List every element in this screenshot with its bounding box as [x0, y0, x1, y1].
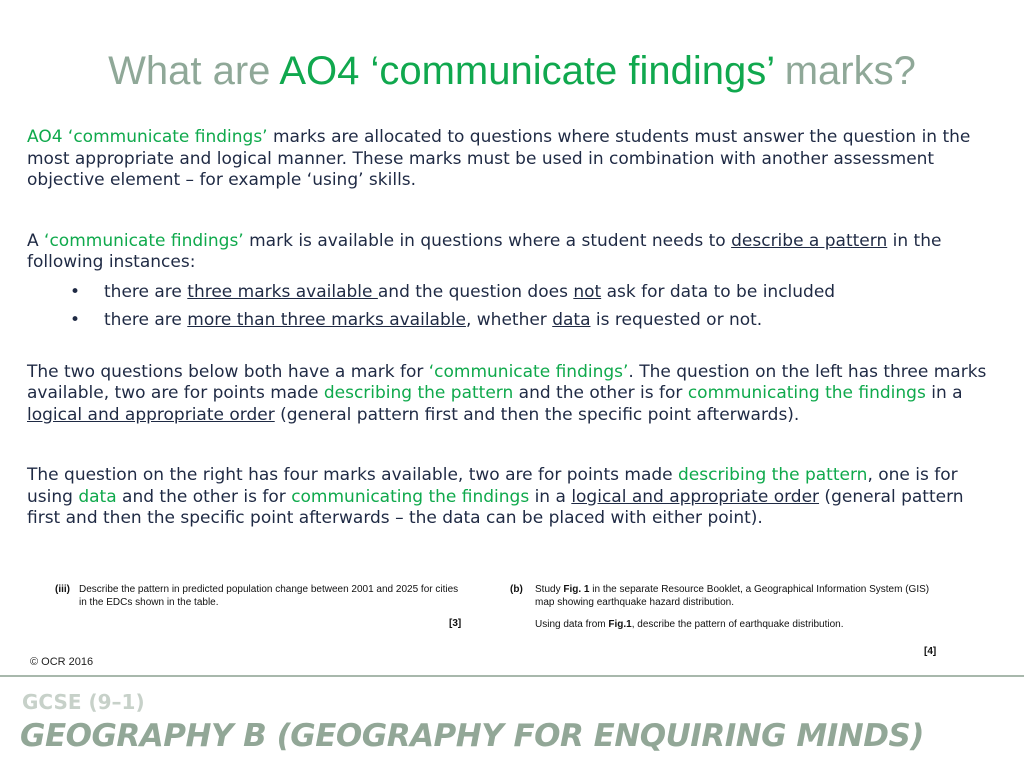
slide-body — [27, 127, 987, 530]
bullet2-underlined-2: data — [552, 310, 591, 330]
bullet2-text-b: , whether — [465, 310, 553, 330]
question-left-line-2: in the EDCs shown in the table. — [79, 597, 219, 608]
qr-line1-a: Study — [535, 584, 564, 595]
bullet1-underlined-2: not — [573, 281, 602, 302]
question-left-marks: [3] — [449, 618, 462, 629]
paragraph-availability — [27, 231, 987, 274]
p3-green-3: communicating the findings — [687, 383, 926, 403]
footer-divider — [0, 675, 1024, 677]
bullet-icon: • — [70, 281, 81, 302]
p4-green-1: describing the pattern — [678, 465, 868, 485]
bullet1-text-a: there are — [104, 281, 188, 302]
p4-text-c: and the other is for — [116, 486, 292, 507]
p3-underlined: logical and appropriate order — [27, 404, 275, 425]
instances-list — [27, 282, 987, 332]
p3-text-a: The two questions below both have a mark for — [27, 361, 429, 382]
title-highlight: AO4 ‘communicate findings’ — [279, 49, 774, 93]
paragraph-left-question — [27, 362, 987, 427]
p4-underlined: logical and appropriate order — [571, 486, 820, 507]
qr-line3-a: Using data from — [535, 619, 609, 630]
list-item — [27, 310, 987, 332]
bullet1-text-b: and the question does — [377, 281, 574, 302]
p4-text-b: , one is for using — [27, 465, 958, 507]
qr-line3-fig: Fig.1 — [608, 619, 632, 630]
availability-text-b: mark is available in questions where a student needs to — [243, 230, 732, 251]
availability-underlined: describe a pattern — [731, 230, 888, 251]
definition-term: AO4 ‘communicate findings’ — [27, 127, 268, 147]
p4-green-3: communicating the findings — [291, 486, 530, 507]
qr-line1-c: in the separate Resource Booklet, a Geographical Information System (GIS) — [589, 584, 930, 595]
bullet2-text-a: there are — [104, 310, 188, 330]
bullet1-text-c: ask for data to be included — [601, 281, 836, 302]
question-right-marks: [4] — [924, 646, 937, 657]
availability-text-c: in the following instances: — [27, 230, 942, 272]
question-right-label: (b) — [510, 584, 523, 595]
list-item — [27, 282, 987, 304]
availability-text-a: A — [27, 230, 45, 251]
paragraph-definition — [27, 127, 987, 192]
question-left-label: (iii) — [55, 584, 70, 595]
p4-text-e: (general pattern first and then the specific point afterwards – the data can be placed with either point). — [27, 486, 964, 528]
availability-term: ‘communicate findings’ — [44, 230, 244, 251]
footer-subject: GEOGRAPHY B (GEOGRAPHY FOR ENQUIRING MINDS) — [20, 718, 924, 754]
question-right-line-2: map showing earthquake hazard distribution. — [535, 597, 735, 608]
p3-green-1: ‘communicate findings’ — [428, 361, 629, 382]
qr-line3-c: , describe the pattern of earthquake distribution. — [631, 619, 844, 630]
bullet2-underlined-1: more than three marks available — [187, 310, 466, 330]
copyright-notice: © OCR 2016 — [30, 656, 94, 668]
p3-green-2: describing the pattern — [323, 383, 514, 403]
question-right-line-1 — [535, 583, 929, 596]
p3-text-b: . The question on the left has three marks available, two are for points made — [27, 361, 987, 403]
bullet-icon: • — [70, 310, 81, 330]
question-right-line-3 — [535, 618, 844, 631]
slide-title — [0, 46, 1024, 96]
bullet2-text-c: is requested or not. — [590, 310, 763, 330]
footer-qualification: GCSE (9–1) — [22, 690, 145, 714]
p3-text-c: and the other is for — [513, 383, 688, 403]
title-part-3: marks? — [773, 49, 916, 93]
p4-green-2: data — [78, 486, 117, 507]
p3-text-d: in a — [925, 383, 963, 403]
paragraph-right-question — [27, 465, 987, 530]
p3-text-e: (general pattern first and then the specific point afterwards). — [274, 404, 800, 425]
question-left-line-1: Describe the pattern in predicted population change between 2001 and 2025 for cities — [79, 584, 459, 595]
title-part-1: What are — [108, 49, 280, 93]
p4-text-a: The question on the right has four marks available, two are for points made — [27, 465, 679, 485]
bullet1-underlined-1: three marks available — [187, 281, 378, 302]
qr-line1-fig: Fig. 1 — [563, 584, 590, 595]
p4-text-d: in a — [529, 486, 572, 507]
definition-text: marks are allocated to questions where students must answer the question in the most appropriate and logical manner. These marks must be used in combination with another assessment objective element – for example ‘using’ skills. — [27, 127, 971, 190]
